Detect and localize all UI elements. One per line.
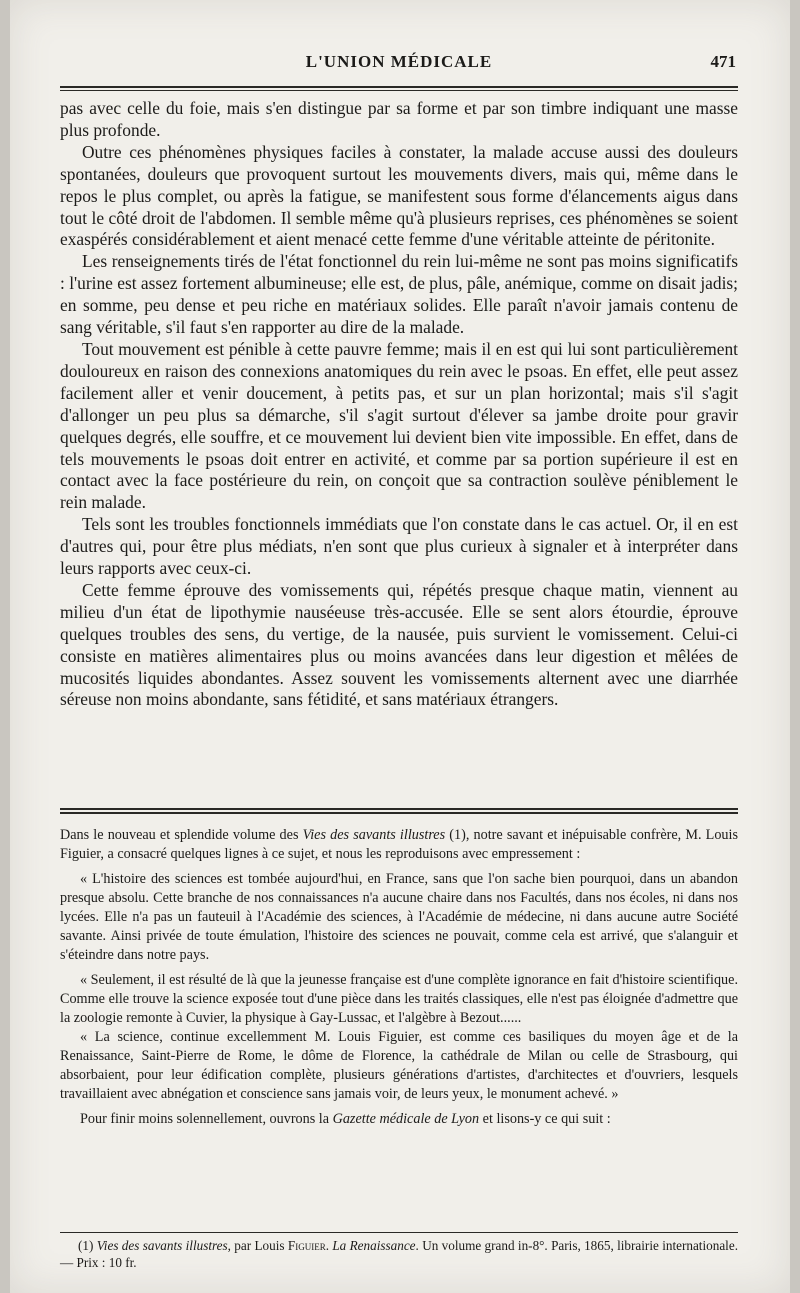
page [10,0,790,1293]
paragraph: Tout mouvement est pénible à cette pauvre femme; mais il en est qui lui sont particulièrement douloureux en raison des connexions anatomiques du rein avec le psoas. En effet, elle peut assez facilement aller et venir doucement, à petits pas, et sur un plan horizontal; mais s'il s'agit d'allonger un peu plus sa démarche, s'il s'agit surtout d'élever sa jambe droite pour gravir quelques degrés, elle souffre, et ce mouvement lui devient bien vite impossible. En effet, dans de tels mouvements le psoas doit entrer en activité, et comme par sa portion supérieure il est en contact avec la face postérieure du rein, on conçoit que sa contraction soulève péniblement le rein malade. [60,338,738,513]
quote-paragraph: « Seulement, il est résulté de là que la jeunesse française est d'une complète ignorance en fait d'histoire scientifique. Comme elle trouve la science exposée tout d'une pièce dans les traités classiques, elle n'est pas éloignée d'admettre que la zoologie remonte à Cuvier, la physique à Gay-Lussac, et l'algèbre à Bezout...... [60,972,738,1026]
header-rule [60,86,738,91]
paragraph: Cette femme éprouve des vomissements qui, répétés presque chaque matin, viennent au milieu d'un état de lipothymie nauséeuse très-accusée. Elle se sent alors étourdie, éprouve quelques troubles des sens, du vertige, de la nausée, puis survient le vomissement. Celui-ci consiste en matières alimentaires plus ou moins avancées dans leur digestion et mêlées de mucosités liquides abondantes. Assez souvent les vomissements alternent avec une diarrhée séreuse non moins abondante, sans fétidité, et sans matériaux étrangers. [60,579,738,710]
quote-paragraph: « L'histoire des sciences est tombée aujourd'hui, en France, sans que l'on sache bien pourquoi, dans un abandon presque absolu. Cette branche de nos connaissances n'a aucune chaire dans nos Facultés, dans nos écoles, ni dans nos lycées. Elle n'a pas un fauteuil à l'Académie des sciences, à l'Académie de médecine, ni dans aucune autre Société savante. Ainsi privée de toute émulation, l'histoire des sciences ne pouvait, comme cela est arrivé, que s'alanguir et s'éteindre dans notre pays. [60,871,738,963]
feuilleton-rule [60,808,738,814]
footnote-text-part: . Un volume grand in-8°. Paris, 1865, librairie internationale. — Prix : 10 fr. [60,1238,738,1270]
footnote-text [60,1237,738,1271]
note-text: Pour finir moins solennellement, ouvrons la [80,1111,333,1127]
journal-title: Gazette médicale de Lyon [332,1111,480,1127]
note-text: et lisons-y ce qui suit : [479,1111,611,1127]
quote-paragraph: « La science, continue excellemment M. Louis Figuier, est comme ces basiliques du moyen âge et de la Renaissance, Saint-Pierre de Rome, le dôme de Florence, la cathédrale de Milan ou celle de Strasbourg, qui absorbaient, pour leur édification complète, plusieurs générations d'artistes, d'architectes et d'ouvriers, lesquels travaillaient avec abnégation et conscience sans jamais voir, de leurs yeux, le monument achevé. » [60,1029,738,1102]
note-text: (1), notre savant et inépuisable confrère, M. Louis Figuier, a consacré quelques lignes à ce sujet, et nous les reproduisons avec empressement : [60,827,738,862]
paragraph: Outre ces phénomènes physiques faciles à constater, la malade accuse aussi des douleurs spontanées, douleurs que provoquent surtout les mouvements divers, mais qui, même dans le repos le plus complet, ou après la fatigue, se manifestent sous forme d'élancements aigus dans tout le côté droit de l'abdomen. Il semble même qu'à plusieurs reprises, ces phénomènes se soient exaspérés considérablement et aient menacé cette femme d'une véritable atteinte de péritonite. [60,141,738,250]
note-paragraph [60,1110,738,1129]
paragraph: Tels sont les troubles fonctionnels immédiats que l'on constate dans le cas actuel. Or, il en est d'autres qui, pour être plus médiats, n'en sont que plus curieux à signaler et à interpréter dans leurs rapports avec ceux-ci. [60,514,738,579]
author-name: Figuier [287,1238,326,1253]
footnote-marker: (1) [78,1238,94,1253]
page-number: 471 [710,52,736,71]
footnote-text-part: , par Louis [227,1238,288,1253]
paragraph: Les renseignements tirés de l'état fonctionnel du rein lui-même ne sont pas moins significatifs : l'urine est assez fortement albumineuse; elle est, de plus, pâle, anémique, comme on disait jadis; en somme, peu dense et peu riche en matériaux solides. Elle paraît n'avoir jamais contenu de sang véritable, s'il faut s'en rapporter au dire de la malade. [60,251,738,338]
paragraph: pas avec celle du foie, mais s'en distingue par sa forme et par son timbre indiquant une masse plus profonde. [60,98,738,140]
feuilleton-text [60,826,738,1129]
book-title: Vies des savants illustres [302,827,446,843]
book-title: Vies des savants illustres [96,1238,228,1253]
footnote-text-part: . [325,1238,333,1253]
footnote [60,1232,738,1271]
note-text: Dans le nouveau et splendide volume des [60,827,303,843]
book-subtitle: La Renaissance [332,1238,416,1253]
main-text [60,98,738,711]
running-title: L'UNION MÉDICALE [305,52,493,71]
note-paragraph [60,826,738,864]
page-header [62,52,736,84]
